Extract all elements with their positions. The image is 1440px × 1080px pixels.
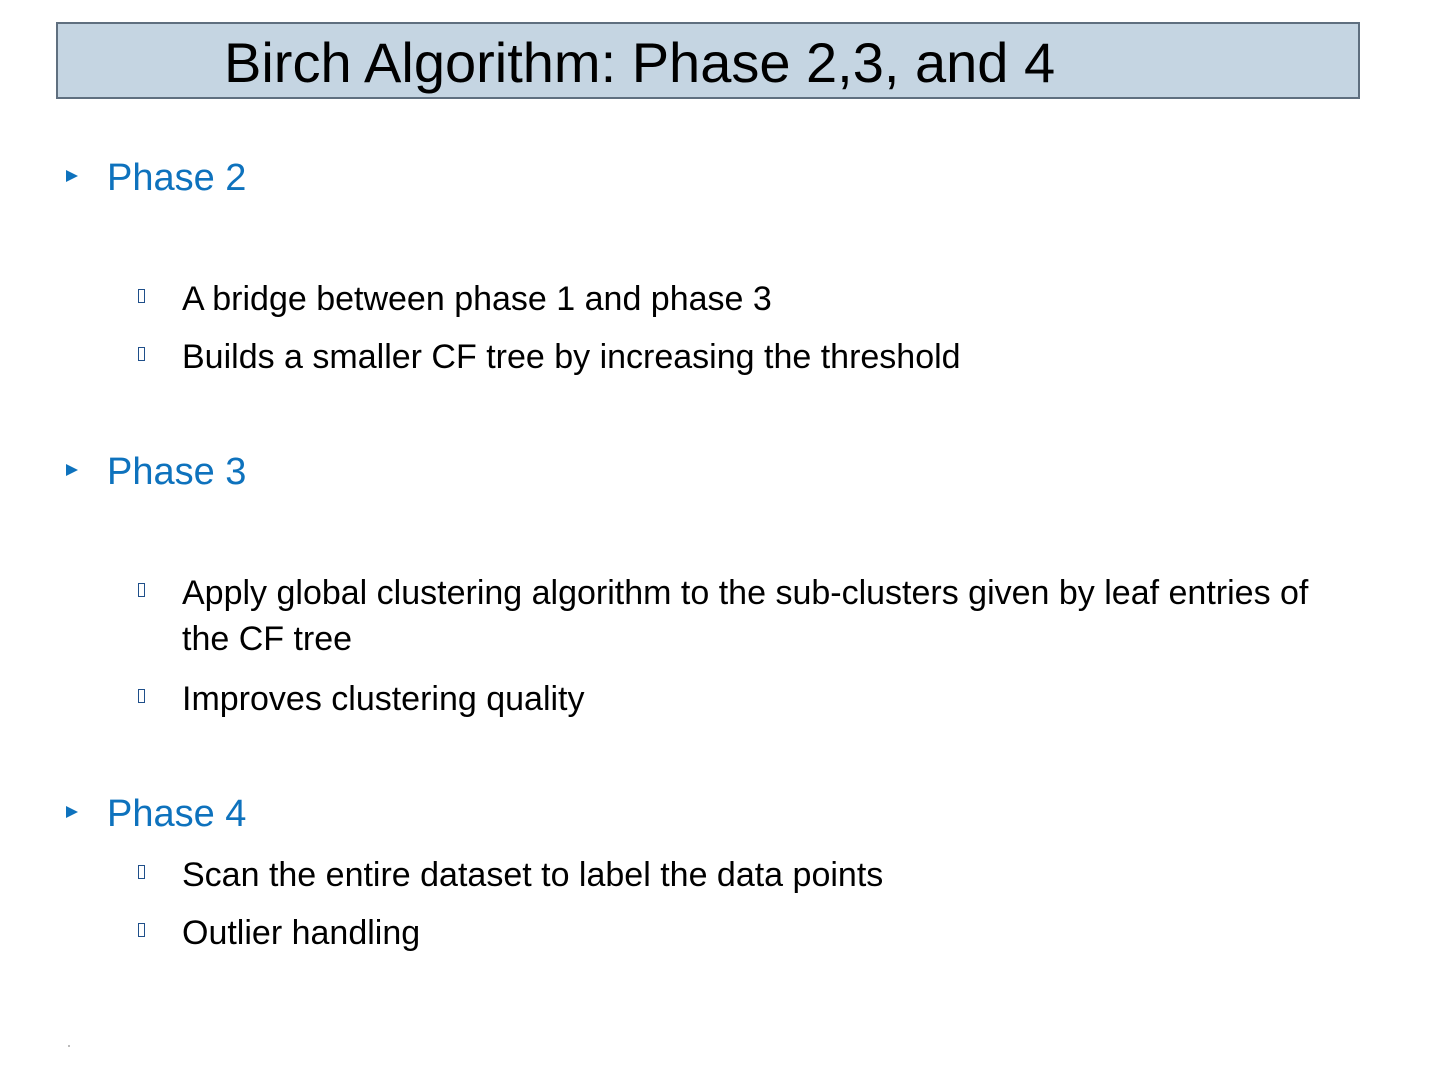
triangle-bullet-icon — [66, 806, 78, 818]
triangle-bullet-icon — [66, 170, 78, 182]
box-bullet-icon — [138, 689, 145, 703]
list-item-text: Builds a smaller CF tree by increasing the threshold — [182, 338, 961, 376]
slide-title: Birch Algorithm: Phase 2,3, and 4 — [224, 31, 1056, 94]
list-item-text: A bridge between phase 1 and phase 3 — [182, 280, 772, 318]
list-item-text: Improves clustering quality — [182, 680, 585, 718]
box-bullet-icon — [138, 583, 145, 597]
list-item-text: Apply global clustering algorithm to the sub-clusters given by leaf entries of the CF tree — [182, 574, 1309, 658]
footer-mark — [68, 1045, 70, 1047]
section-heading-label: Phase 4 — [107, 793, 247, 835]
list-item-text: Scan the entire dataset to label the data points — [182, 856, 884, 894]
section-heading-label: Phase 2 — [107, 157, 247, 199]
section-heading-label: Phase 3 — [107, 451, 247, 493]
box-bullet-icon — [138, 865, 145, 879]
box-bullet-icon — [138, 923, 145, 937]
triangle-bullet-icon — [66, 464, 78, 476]
box-bullet-icon — [138, 347, 145, 361]
list-item-text: Outlier handling — [182, 914, 421, 952]
box-bullet-icon — [138, 289, 145, 303]
title-bar — [56, 22, 1360, 99]
